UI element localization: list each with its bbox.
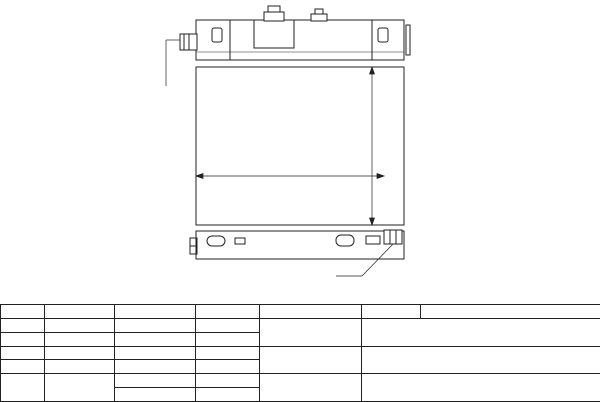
- material-value: [196, 360, 260, 374]
- top-tank: [196, 20, 410, 60]
- make-model-list: [362, 346, 600, 374]
- oem-numbers: [362, 374, 600, 402]
- stellox-part-number: [45, 360, 115, 374]
- diagram-date-value: [362, 305, 421, 319]
- inlet-pipe: [180, 34, 197, 50]
- transmission-type-value: [196, 374, 260, 388]
- make-model-label: [260, 346, 362, 374]
- sensor-cap: [311, 9, 327, 21]
- core-size-label: [115, 346, 196, 360]
- material-label: [115, 360, 196, 374]
- supplementary-label: [115, 388, 196, 402]
- rows-number-label: [115, 332, 196, 346]
- brand-nissens-label: [1, 318, 45, 332]
- ava-part-number: [45, 332, 115, 346]
- oem-label: [260, 374, 362, 402]
- others-value: [45, 374, 115, 402]
- diagram-date-label: [260, 305, 362, 319]
- diagram-modify-reason-label: [260, 318, 362, 346]
- table-row: [1, 374, 600, 388]
- product-group-label: [115, 305, 196, 319]
- outlet-pipe: [384, 230, 402, 244]
- bottom-tank: [190, 231, 404, 259]
- craft-type-value: [196, 318, 260, 332]
- filler-neck: [254, 6, 294, 48]
- rows-number-value: [196, 332, 260, 346]
- radiator-core: [196, 67, 404, 225]
- nissens-part-number: [45, 318, 115, 332]
- table-row: [1, 346, 600, 360]
- behr-part-number: [45, 346, 115, 360]
- product-group-value: [196, 305, 260, 319]
- brand-ava-label: [1, 332, 45, 346]
- outlet-diameter-leader: [336, 244, 393, 276]
- brand-kvr-label: [1, 305, 45, 319]
- kvr-part-number: [45, 305, 115, 319]
- brand-stellox-label: [1, 360, 45, 374]
- transmission-type-label: [115, 374, 196, 388]
- inlet-diameter-dimension: [166, 40, 180, 86]
- brand-behr-label: [1, 346, 45, 360]
- table-row: [1, 305, 600, 319]
- table-row: [1, 318, 600, 332]
- diagram-modify-date-label: [421, 305, 600, 319]
- others-label: [1, 374, 45, 402]
- width-dimension: [196, 174, 384, 179]
- height-dimension: [370, 67, 375, 225]
- diagram-modify-reason-value: [362, 318, 600, 346]
- supplementary-value: [196, 388, 260, 402]
- specification-table: [0, 304, 600, 402]
- core-size-value: [196, 346, 260, 360]
- craft-type-label: [115, 318, 196, 332]
